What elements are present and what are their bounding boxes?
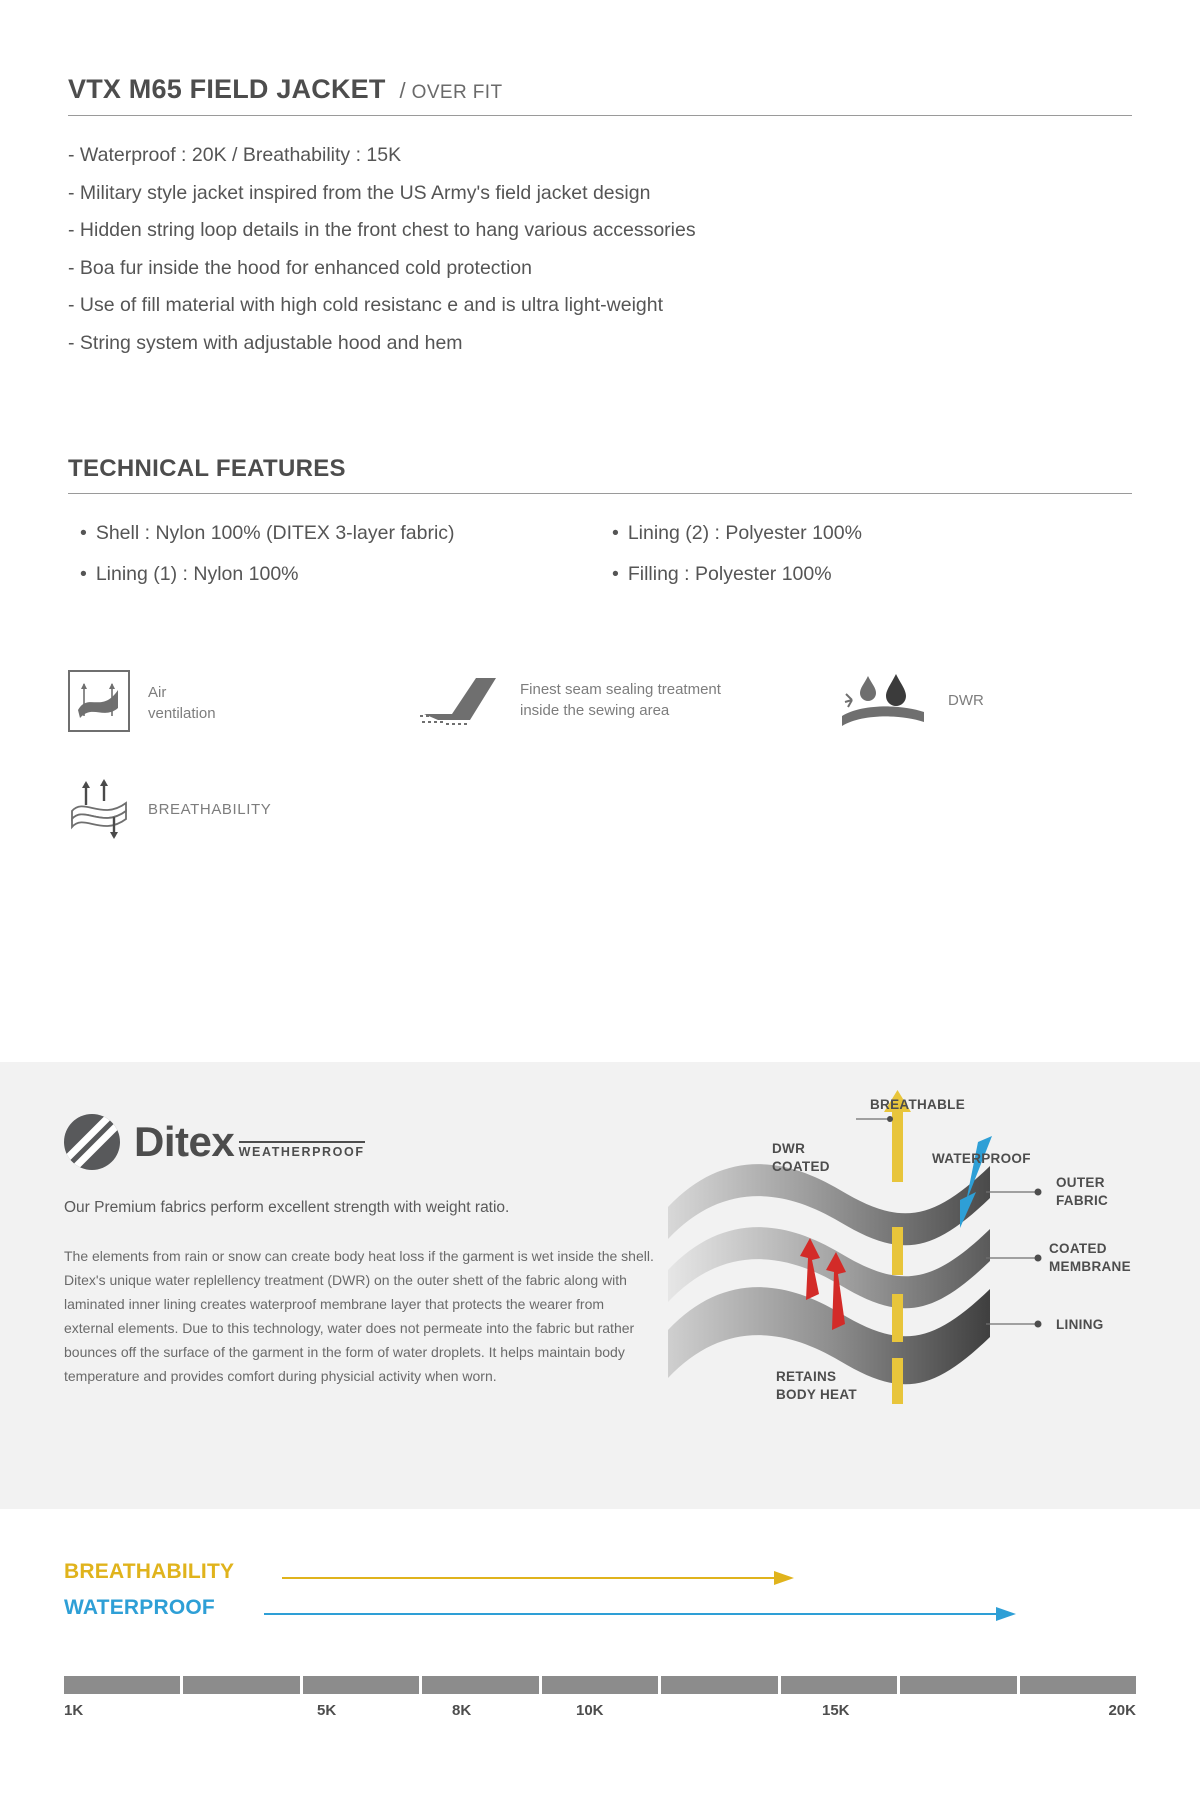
- scale-bar-segment: [183, 1676, 302, 1694]
- list-item: - Use of fill material with high cold resistanc e and is ultra light-weight: [68, 294, 664, 316]
- label-dwr-line-2: COATED: [772, 1158, 830, 1174]
- ditex-mark-icon: [64, 1114, 120, 1170]
- ditex-body-text: The elements from rain or snow can create body heat loss if the garment is wet inside the shell. Ditex's unique water replellency treatment (DWR) on the outer shett of the fabric along with laminated inner lining creates waterproof membrane layer that protects the wearer from external elements. Due to this technology, water does not permeate into the fabric but rather bounces off the surface of the garment in the form of water droplets. It helps maintain body temperature and provides comfort during physicial activity when worn.: [64, 1248, 654, 1385]
- scale-bar-segment: [900, 1676, 1019, 1694]
- icon-feature-row-secondary: [68, 777, 1132, 844]
- scale-bar-segment: [781, 1676, 900, 1694]
- performance-scale: [64, 1560, 1136, 1626]
- breathability-scale-row: [64, 1560, 1136, 1590]
- material-column-right: [600, 522, 1132, 604]
- scale-bar-segment: [661, 1676, 780, 1694]
- label-membrane-line-2: MEMBRANE: [1049, 1258, 1131, 1274]
- feature-caption: BREATHABILITY: [148, 801, 272, 819]
- ditex-wordmark: [134, 1118, 365, 1166]
- material-text: Shell : Nylon 100% (DITEX 3-layer fabric): [95, 522, 455, 544]
- list-item: [68, 522, 600, 545]
- feature-list: [68, 146, 1132, 353]
- feature-caption: [948, 691, 984, 711]
- technical-features-heading: TECHNICAL FEATURES: [68, 455, 1132, 494]
- tick-label: 8K: [452, 1702, 472, 1719]
- scale-bar-segment: [303, 1676, 422, 1694]
- waterproof-label: WATERPROOF: [64, 1596, 215, 1619]
- list-item: - Waterproof : 20K / Breathability : 15K: [68, 144, 402, 166]
- tick-label: 10K: [576, 1702, 604, 1719]
- material-column-left: [68, 522, 600, 604]
- bullet-dot: •: [80, 522, 87, 544]
- label-coated-membrane: [1049, 1240, 1131, 1275]
- ditex-logo: [64, 1114, 724, 1170]
- feature-seam-sealing: [418, 670, 838, 731]
- label-outer-line-2: FABRIC: [1056, 1192, 1109, 1208]
- ditex-technology-panel: [0, 1062, 1200, 1509]
- caption-line-2: inside the sewing area: [520, 701, 670, 719]
- label-waterproof: WATERPROOF: [932, 1151, 1031, 1166]
- scale-tick-labels: [64, 1702, 1136, 1724]
- label-lining: LINING: [1056, 1317, 1104, 1332]
- label-retains-body-heat: [776, 1368, 857, 1403]
- bullet-dot: •: [80, 563, 87, 585]
- icon-feature-row-primary: [68, 670, 1132, 737]
- ditex-brand-name: Ditex: [134, 1118, 235, 1166]
- list-item: - String system with adjustable hood and hem: [68, 331, 463, 354]
- label-membrane-line-1: COATED: [1049, 1241, 1107, 1256]
- tick-label: 1K: [64, 1702, 84, 1719]
- ditex-lead-text: Our Premium fabrics perform excellent strength with weight ratio.: [64, 1199, 510, 1216]
- list-item: [600, 522, 1132, 545]
- air-ventilation-icon: [68, 670, 130, 737]
- caption-line-1: DWR: [948, 692, 984, 710]
- list-item: - Military style jacket inspired from the US Army's field jacket design: [68, 181, 651, 204]
- page-title: [68, 74, 1132, 116]
- label-retains-line-1: RETAINS: [776, 1369, 837, 1384]
- label-retains-line-2: BODY HEAT: [776, 1386, 857, 1402]
- waterproof-arrow-icon: [264, 1607, 1064, 1621]
- breathability-icon: [68, 777, 130, 844]
- caption-line-2: ventilation: [148, 704, 216, 722]
- fabric-layer-diagram: [660, 1062, 1200, 1509]
- tick-label: 20K: [1108, 1702, 1136, 1719]
- dwr-water-droplet-icon: [838, 670, 930, 733]
- title-separator: /: [399, 78, 406, 103]
- label-dwr-coated: [772, 1140, 830, 1175]
- product-fit-label: OVER FIT: [411, 82, 503, 103]
- label-outer-fabric: [1056, 1174, 1108, 1209]
- bullet-dot: •: [612, 563, 619, 585]
- feature-air-ventilation: [68, 670, 418, 737]
- material-text: Lining (2) : Polyester 100%: [627, 522, 862, 544]
- list-item: - Hidden string loop details in the front chest to hang various accessories: [68, 219, 696, 241]
- ditex-tagline: WEATHERPROOF: [239, 1141, 365, 1159]
- tick-label: 15K: [822, 1702, 850, 1719]
- waterproof-scale-row: [64, 1596, 1136, 1626]
- label-dwr-line-1: DWR: [772, 1141, 806, 1156]
- bullet-dot: •: [612, 522, 619, 544]
- material-text: Lining (1) : Nylon 100%: [95, 563, 299, 585]
- breathability-arrow-icon: [282, 1571, 812, 1585]
- breathability-label: BREATHABILITY: [64, 1560, 235, 1583]
- scale-bar-track: [64, 1676, 1136, 1694]
- feature-dwr: [838, 670, 1098, 733]
- caption-line-1: Air: [148, 684, 167, 702]
- label-outer-line-1: OUTER: [1056, 1175, 1105, 1190]
- material-text: Filling : Polyester 100%: [627, 563, 832, 585]
- product-title: VTX M65 FIELD JACKET: [68, 74, 386, 104]
- list-item: [600, 563, 1132, 586]
- list-item: - Boa fur inside the hood for enhanced cold protection: [68, 256, 532, 279]
- ditex-text-block: [64, 1114, 724, 1388]
- feature-caption: [520, 680, 721, 721]
- caption-line-1: Finest seam sealing treatment: [520, 681, 721, 699]
- seam-sealing-icon: [418, 670, 502, 731]
- material-composition-list: [68, 522, 1132, 604]
- product-info-section: [0, 0, 1200, 844]
- list-item: [68, 563, 600, 586]
- tick-label: 5K: [317, 1702, 337, 1719]
- scale-bar-segment: [542, 1676, 661, 1694]
- label-breathable: BREATHABLE: [870, 1097, 965, 1112]
- scale-bar-segment: [1020, 1676, 1136, 1694]
- scale-bar-segment: [64, 1676, 183, 1694]
- feature-caption: [148, 683, 216, 724]
- feature-breathability: [68, 777, 271, 844]
- scale-bar-segment: [422, 1676, 541, 1694]
